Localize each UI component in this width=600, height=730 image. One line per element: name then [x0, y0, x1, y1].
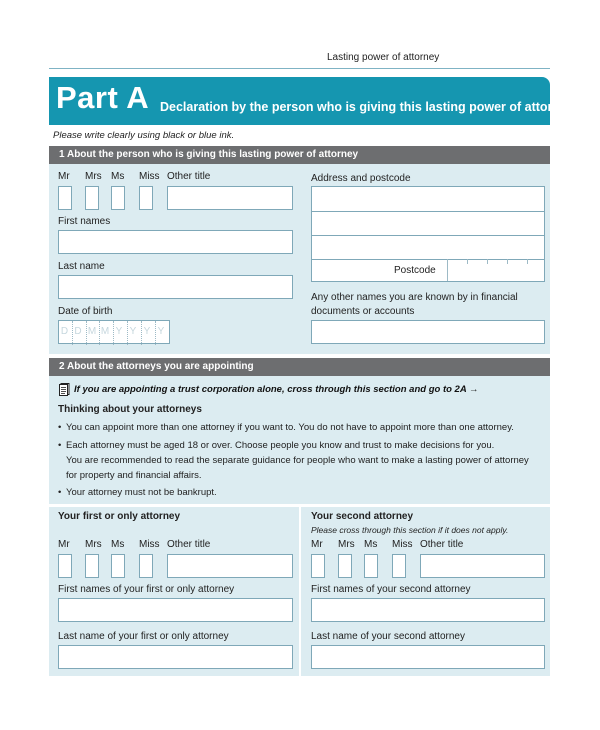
a1-title-mr-label: Mr [58, 539, 70, 550]
title-miss-checkbox[interactable] [139, 186, 153, 210]
column-divider [299, 507, 301, 676]
thinking-heading: Thinking about your attorneys [58, 404, 202, 415]
a2-first-names-label: First names of your second attorney [311, 584, 471, 595]
dob-m2: M [99, 321, 110, 345]
a1-title-ms-label: Ms [111, 539, 125, 550]
a2-title-mr-label: Mr [311, 539, 323, 550]
section-1-panel [49, 164, 550, 354]
title-mrs-checkbox[interactable] [85, 186, 99, 210]
a2-last-name-field[interactable] [311, 645, 545, 669]
dob-d2: D [72, 321, 83, 345]
last-name-label: Last name [58, 261, 105, 272]
dob-m1: M [86, 321, 97, 345]
a1-title-mr-checkbox[interactable] [58, 554, 72, 578]
a1-other-title-field[interactable] [167, 554, 293, 578]
bullet-2: Each attorney must be aged 18 or over. Choose people you know and trust to make decisions for you. [66, 440, 495, 451]
a2-title-ms-label: Ms [364, 539, 378, 550]
document-icon [59, 383, 70, 396]
dob-y3: Y [141, 321, 152, 345]
other-names-label-line2: documents or accounts [311, 306, 415, 317]
title-miss-label: Miss [139, 171, 160, 182]
a1-first-names-label: First names of your first or only attorney [58, 584, 235, 595]
ink-note: Please write clearly using black or blue ink. [53, 130, 235, 141]
section-2-panel [49, 376, 550, 676]
bullet-marker: • [58, 422, 62, 433]
a1-title-miss-label: Miss [139, 539, 160, 550]
last-name-field[interactable] [58, 275, 293, 299]
a2-last-name-label: Last name of your second attorney [311, 631, 465, 642]
part-title: Part A [56, 80, 150, 115]
a2-title-mr-checkbox[interactable] [311, 554, 325, 578]
a2-title-mrs-checkbox[interactable] [338, 554, 352, 578]
other-names-field[interactable] [311, 320, 545, 344]
first-names-field[interactable] [58, 230, 293, 254]
a1-title-ms-checkbox[interactable] [111, 554, 125, 578]
a2-title-ms-checkbox[interactable] [364, 554, 378, 578]
second-attorney-heading: Your second attorney [311, 511, 414, 522]
declaration-title: Declaration by the person who is giving this lasting power of attorney [160, 100, 574, 114]
document-header: Lasting power of attorney [327, 52, 440, 63]
a2-first-names-field[interactable] [311, 598, 545, 622]
title-ms-label: Ms [111, 171, 125, 182]
a1-title-mrs-label: Mrs [85, 539, 102, 550]
address-label: Address and postcode [311, 173, 411, 184]
dob-y2: Y [127, 321, 138, 345]
a2-other-title-field[interactable] [420, 554, 545, 578]
bullet-marker: • [58, 487, 62, 498]
bullet-3: Your attorney must not be bankrupt. [66, 487, 217, 498]
first-names-label: First names [58, 216, 111, 227]
title-mr-checkbox[interactable] [58, 186, 72, 210]
postcode-label: Postcode [394, 265, 436, 276]
second-attorney-note: Please cross through this section if it does not apply. [311, 525, 509, 535]
section-2-header: 2 About the attorneys you are appointing [49, 358, 550, 376]
a1-title-miss-checkbox[interactable] [139, 554, 153, 578]
a1-first-names-field[interactable] [58, 598, 293, 622]
other-title-label: Other title [167, 171, 211, 182]
a1-last-name-label: Last name of your first or only attorney [58, 631, 229, 642]
other-names-label-line1: Any other names you are known by in financial [311, 292, 518, 303]
bullet-marker: • [58, 440, 62, 451]
title-ms-checkbox[interactable] [111, 186, 125, 210]
dob-label: Date of birth [58, 306, 113, 317]
dob-y1: Y [113, 321, 124, 345]
a2-title-mrs-label: Mrs [338, 539, 355, 550]
title-mr-label: Mr [58, 171, 70, 182]
bullet-1: You can appoint more than one attorney if you want to. You do not have to appoint more than one attorney. [66, 422, 514, 433]
a1-other-title-label: Other title [167, 539, 211, 550]
bullet-2-continued-2: for property and financial affairs. [66, 470, 202, 481]
dob-field[interactable] [58, 320, 170, 344]
dob-d1: D [60, 326, 69, 337]
bullet-2-continued: You are recommended to read the separate guidance for people who want to make a lasting power of attorney [66, 455, 529, 466]
header-rule [49, 68, 550, 69]
title-mrs-label: Mrs [85, 171, 102, 182]
a2-title-miss-label: Miss [392, 539, 413, 550]
first-attorney-heading: Your first or only attorney [58, 511, 181, 522]
a2-other-title-label: Other title [420, 539, 464, 550]
section-1-header: 1 About the person who is giving this lasting power of attorney [49, 146, 550, 164]
dob-y4: Y [155, 321, 166, 345]
trust-corporation-note: If you are appointing a trust corporation alone, cross through this section and go to 2A → [74, 384, 479, 395]
a2-title-miss-checkbox[interactable] [392, 554, 406, 578]
a1-last-name-field[interactable] [58, 645, 293, 669]
other-title-field[interactable] [167, 186, 293, 210]
a1-title-mrs-checkbox[interactable] [85, 554, 99, 578]
